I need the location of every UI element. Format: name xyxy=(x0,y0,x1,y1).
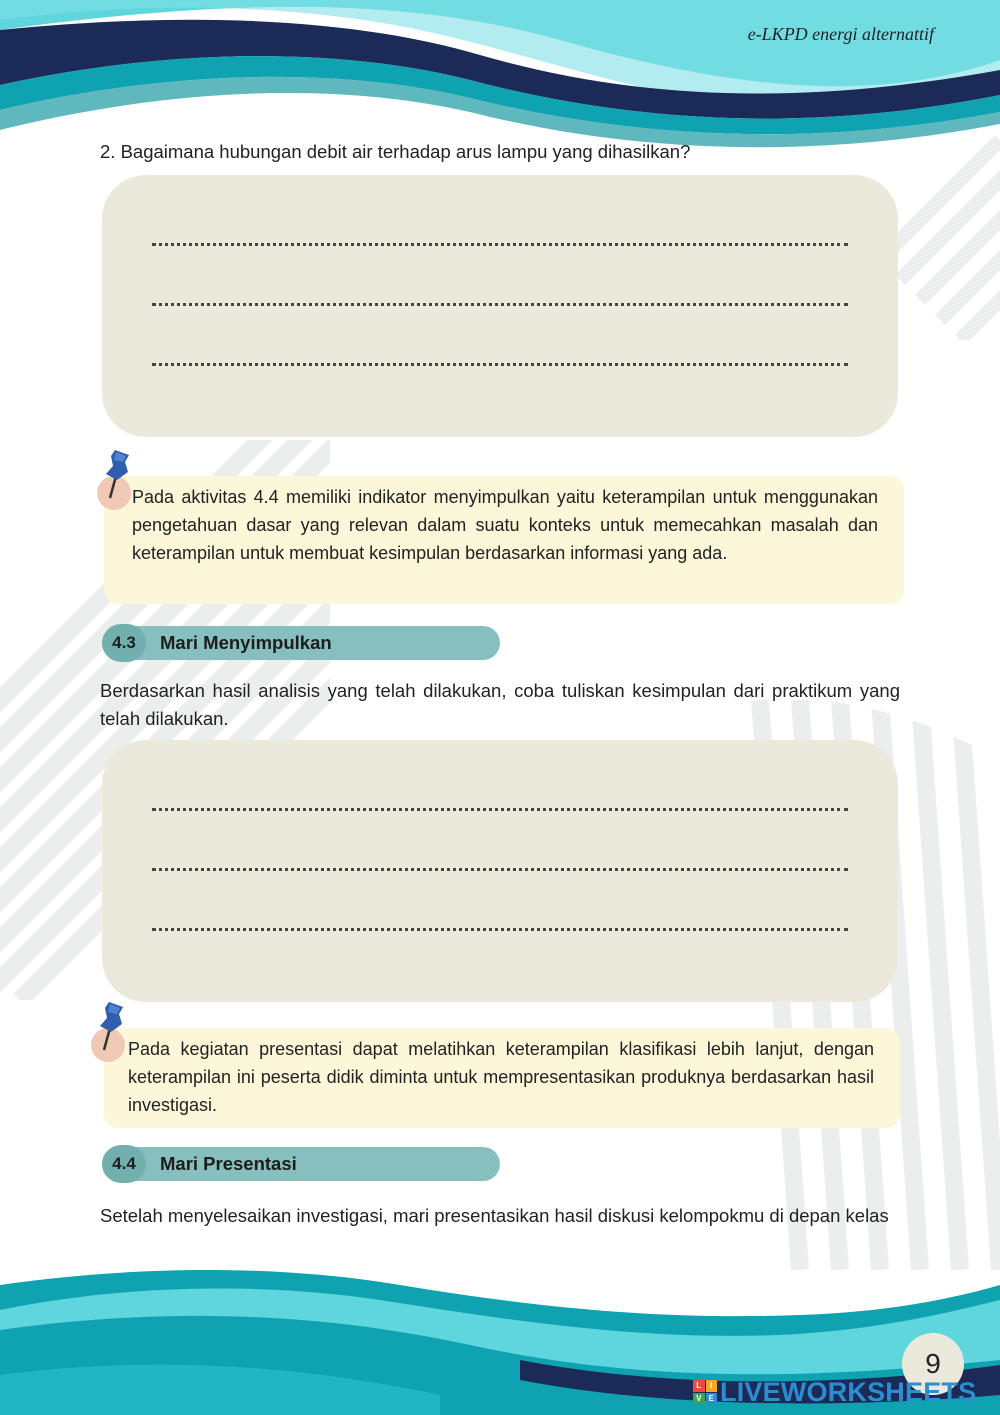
answer-box-question-2[interactable] xyxy=(102,175,898,437)
question-2: 2. Bagaimana hubungan debit air terhadap arus lampu yang dihasilkan? xyxy=(100,141,691,162)
section-title: Mari Menyimpulkan xyxy=(160,632,332,653)
instruction-4-3: Berdasarkan hasil analisis yang telah dilakukan, coba tuliskan kesimpulan dari praktikum yang telah dilakukan. xyxy=(100,680,900,729)
liveworksheets-logo-icon: L I V E xyxy=(693,1380,717,1404)
liveworksheets-watermark[interactable] xyxy=(693,1377,976,1407)
pushpin-icon xyxy=(88,998,132,1066)
note-presentasi-text: Pada kegiatan presentasi dapat melatihkan keterampilan klasifikasi lebih lanjut, dengan keterampilan ini peserta didik diminta untuk mempresentasikan produknya berdasarkan hasil investigasi. xyxy=(128,1039,874,1115)
instruction-4-4: Setelah menyelesaikan investigasi, mari presentasikan hasil diskusi kelompokmu di depan kelas xyxy=(100,1205,889,1226)
page-number: 9 xyxy=(902,1333,964,1395)
note-indikator-text: Pada aktivitas 4.4 memiliki indikator menyimpulkan yaitu keterampilan untuk menggunakan pengetahuan dasar yang relevan dalam suatu konteks untuk memecahkan masalah dan keterampilan untuk membuat kesimpulan berdasarkan informasi yang ada. xyxy=(132,487,878,563)
answer-line-3[interactable] xyxy=(152,928,848,931)
section-number: 4.4 xyxy=(102,1145,146,1183)
header-title: e-LKPD energi alternattif xyxy=(747,24,934,44)
answer-line-3[interactable] xyxy=(152,363,848,366)
section-header-4-4 xyxy=(102,1147,500,1181)
note-box-presentasi xyxy=(104,1028,900,1128)
note-box-indikator xyxy=(104,476,904,604)
section-title: Mari Presentasi xyxy=(160,1153,297,1174)
pushpin-icon xyxy=(94,446,138,514)
answer-line-1[interactable] xyxy=(152,243,848,246)
answer-line-2[interactable] xyxy=(152,868,848,871)
answer-box-kesimpulan[interactable] xyxy=(102,740,898,1002)
answer-line-2[interactable] xyxy=(152,303,848,306)
watermark-text: LIVEWORKSHEETS xyxy=(720,1376,977,1407)
section-number: 4.3 xyxy=(102,624,146,662)
answer-line-1[interactable] xyxy=(152,808,848,811)
section-header-4-3 xyxy=(102,626,500,660)
